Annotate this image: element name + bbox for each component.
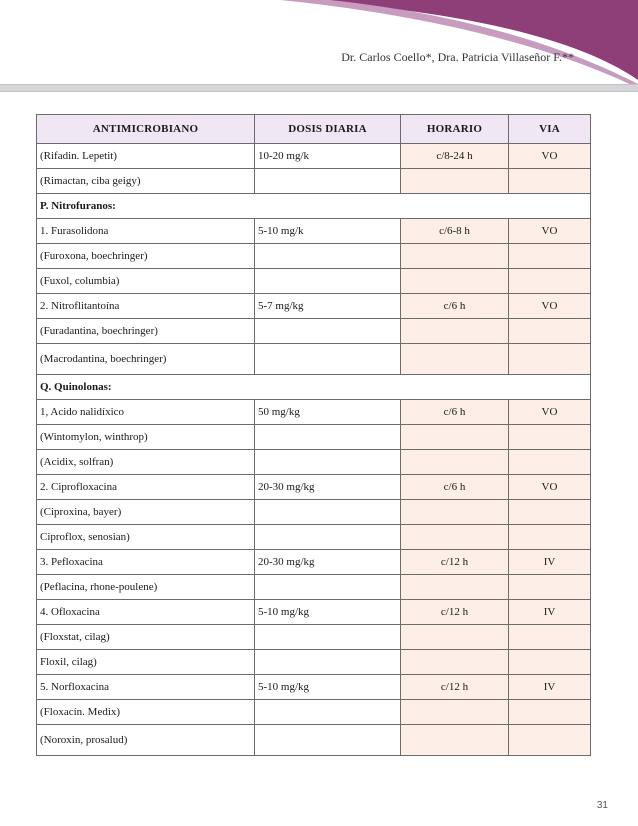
- drug-cell: 2. Ciprofloxacina: [37, 475, 255, 500]
- dose-cell: [255, 725, 401, 756]
- schedule-cell: [401, 269, 509, 294]
- table-row: [37, 525, 591, 550]
- drug-cell: (Acidix, solfran): [37, 450, 255, 475]
- dose-cell: [255, 700, 401, 725]
- route-cell: IV: [509, 550, 591, 575]
- dose-cell: [255, 575, 401, 600]
- section-row: [37, 375, 591, 400]
- schedule-cell: c/8-24 h: [401, 144, 509, 169]
- author-line: Dr. Carlos Coello*, Dra. Patricia Villaseñor F.**: [341, 50, 574, 64]
- table-row: [37, 400, 591, 425]
- table-row: [37, 500, 591, 525]
- route-cell: [509, 725, 591, 756]
- table-header-row: [37, 115, 591, 144]
- dose-cell: [255, 500, 401, 525]
- schedule-cell: [401, 650, 509, 675]
- route-cell: IV: [509, 675, 591, 700]
- route-cell: [509, 650, 591, 675]
- dose-cell: [255, 269, 401, 294]
- dose-cell: 50 mg/kg: [255, 400, 401, 425]
- drug-cell: Ciproflox, senosian): [37, 525, 255, 550]
- table-row: [37, 219, 591, 244]
- schedule-cell: [401, 450, 509, 475]
- drug-cell: (Rimactan, ciba geigy): [37, 169, 255, 194]
- schedule-cell: c/6 h: [401, 400, 509, 425]
- column-header-antimicrobiano: ANTIMICROBIANO: [37, 115, 255, 144]
- table-row: [37, 319, 591, 344]
- dose-cell: [255, 525, 401, 550]
- dose-cell: [255, 169, 401, 194]
- route-cell: VO: [509, 400, 591, 425]
- schedule-cell: c/12 h: [401, 550, 509, 575]
- schedule-cell: [401, 344, 509, 375]
- dose-cell: 20-30 mg/kg: [255, 550, 401, 575]
- dose-cell: [255, 650, 401, 675]
- drug-cell: (Wintomylon, winthrop): [37, 425, 255, 450]
- route-cell: [509, 344, 591, 375]
- drug-cell: 1, Acido nalidíxico: [37, 400, 255, 425]
- route-cell: [509, 169, 591, 194]
- route-cell: [509, 700, 591, 725]
- table-row: [37, 169, 591, 194]
- table-row: [37, 344, 591, 375]
- drug-cell: (Fuxol, columbia): [37, 269, 255, 294]
- table-row: [37, 700, 591, 725]
- schedule-cell: [401, 244, 509, 269]
- dose-cell: [255, 425, 401, 450]
- schedule-cell: [401, 169, 509, 194]
- route-cell: [509, 525, 591, 550]
- route-cell: [509, 575, 591, 600]
- schedule-cell: [401, 525, 509, 550]
- schedule-cell: [401, 575, 509, 600]
- dose-cell: [255, 450, 401, 475]
- table-row: [37, 650, 591, 675]
- dose-cell: 5-10 mg/kg: [255, 600, 401, 625]
- schedule-cell: c/6 h: [401, 294, 509, 319]
- dose-cell: [255, 244, 401, 269]
- dose-cell: 20-30 mg/kg: [255, 475, 401, 500]
- table-row: [37, 475, 591, 500]
- drug-cell: (Noroxin, prosalud): [37, 725, 255, 756]
- route-cell: IV: [509, 600, 591, 625]
- route-cell: [509, 269, 591, 294]
- drug-cell: (Floxacín. Medix): [37, 700, 255, 725]
- dose-cell: [255, 319, 401, 344]
- table-row: [37, 450, 591, 475]
- drug-cell: 1. Furasolidona: [37, 219, 255, 244]
- drug-cell: (Ciproxina, bayer): [37, 500, 255, 525]
- schedule-cell: [401, 625, 509, 650]
- table-row: [37, 294, 591, 319]
- drug-cell: 5. Norfloxacina: [37, 675, 255, 700]
- table-row: [37, 725, 591, 756]
- route-cell: VO: [509, 475, 591, 500]
- route-cell: [509, 625, 591, 650]
- drug-cell: (Rifadin. Lepetit): [37, 144, 255, 169]
- section-label: Q. Quinolonas:: [37, 375, 591, 400]
- column-header-horario: HORARIO: [401, 115, 509, 144]
- drug-cell: (Floxstat, cilag): [37, 625, 255, 650]
- drug-cell: (Macrodantina, boechringer): [37, 344, 255, 375]
- route-cell: [509, 500, 591, 525]
- schedule-cell: c/6-8 h: [401, 219, 509, 244]
- purple-swoosh: [300, 0, 638, 80]
- drug-cell: (Furoxona, boechringer): [37, 244, 255, 269]
- header-rule: [0, 84, 638, 92]
- drug-cell: (Peflacina, rhone-poulene): [37, 575, 255, 600]
- section-label: P. Nitrofuranos:: [37, 194, 591, 219]
- dose-cell: 5-10 mg/k: [255, 219, 401, 244]
- table-body: [37, 144, 591, 756]
- table-row: [37, 244, 591, 269]
- route-cell: VO: [509, 294, 591, 319]
- table-row: [37, 269, 591, 294]
- drug-cell: 3. Pefloxacina: [37, 550, 255, 575]
- dose-cell: [255, 344, 401, 375]
- schedule-cell: [401, 700, 509, 725]
- schedule-cell: [401, 725, 509, 756]
- schedule-cell: c/12 h: [401, 675, 509, 700]
- drug-cell: (Furadantina, boechringer): [37, 319, 255, 344]
- dose-cell: 10-20 mg/k: [255, 144, 401, 169]
- antimicrobial-table: [36, 114, 591, 756]
- route-cell: [509, 425, 591, 450]
- dose-cell: [255, 625, 401, 650]
- table-row: [37, 575, 591, 600]
- table-row: [37, 425, 591, 450]
- dose-cell: 5-7 mg/kg: [255, 294, 401, 319]
- schedule-cell: [401, 319, 509, 344]
- drug-cell: Floxil, cilag): [37, 650, 255, 675]
- drug-cell: 4. Ofloxacina: [37, 600, 255, 625]
- table-row: [37, 675, 591, 700]
- table-row: [37, 550, 591, 575]
- section-row: [37, 194, 591, 219]
- route-cell: VO: [509, 219, 591, 244]
- dose-cell: 5-10 mg/kg: [255, 675, 401, 700]
- route-cell: VO: [509, 144, 591, 169]
- drug-cell: 2. Nitroflitantoína: [37, 294, 255, 319]
- header-decoration: [0, 0, 638, 95]
- table-row: [37, 625, 591, 650]
- column-header-via: VIA: [509, 115, 591, 144]
- table-row: [37, 144, 591, 169]
- route-cell: [509, 244, 591, 269]
- schedule-cell: [401, 425, 509, 450]
- route-cell: [509, 450, 591, 475]
- table-row: [37, 600, 591, 625]
- page-number: 31: [596, 800, 608, 811]
- schedule-cell: [401, 500, 509, 525]
- column-header-dosis: DOSIS DIARIA: [255, 115, 401, 144]
- route-cell: [509, 319, 591, 344]
- schedule-cell: c/12 h: [401, 600, 509, 625]
- schedule-cell: c/6 h: [401, 475, 509, 500]
